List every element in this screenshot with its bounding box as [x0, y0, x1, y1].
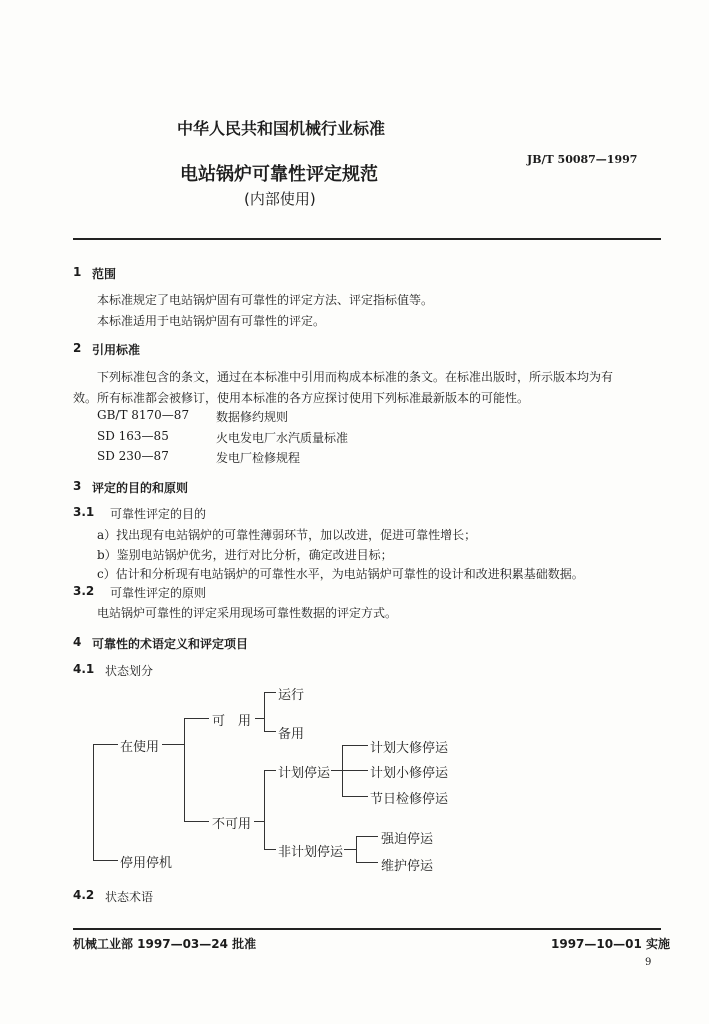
doc-title: 电站锅炉可靠性评定规范: [180, 164, 378, 185]
subsection-heading: 可靠性评定的目的: [110, 507, 207, 521]
node-running: 运行: [278, 688, 305, 703]
ref-name: 发电厂检修规程: [216, 451, 301, 465]
list-item: b）鉴别电站锅炉优劣，进行对比分析，确定改进目标；: [97, 548, 393, 562]
tree-connector: [93, 860, 118, 861]
list-item: c）估计和分析现有电站锅炉的可靠性水平，为电站锅炉可靠性的设计和改进积累基础数据。: [97, 567, 584, 581]
node-minor-overhaul: 计划小修停运: [370, 766, 449, 781]
node-planned: 计划停运: [278, 766, 331, 781]
footer-rule: [73, 928, 661, 930]
tree-connector: [264, 770, 276, 771]
standard-code: JB/T 50087—1997: [527, 153, 638, 166]
tree-connector: [342, 770, 368, 771]
tree-connector: [93, 744, 118, 745]
subsection-heading: 可靠性评定的原则: [110, 586, 207, 600]
tree-connector: [184, 821, 209, 822]
section-number: 1: [73, 265, 82, 279]
issuing-org: 中华人民共和国机械行业标准: [177, 119, 386, 138]
section-number: 4: [73, 635, 82, 649]
tree-connector: [344, 849, 356, 850]
section-number: 3: [73, 479, 82, 493]
subsection-number: 3.2: [73, 584, 95, 598]
tree-connector: [254, 821, 264, 822]
page-number: 9: [645, 957, 652, 968]
tree-connector: [255, 718, 264, 719]
list-item: a）找出现有电站锅炉的可靠性薄弱环节，加以改进，促进可靠性增长；: [97, 528, 477, 542]
ref-code: SD 163—85: [97, 429, 169, 443]
tree-connector: [342, 745, 368, 746]
tree-connector: [264, 849, 276, 850]
node-retired: 停用停机: [120, 856, 173, 871]
node-major-overhaul: 计划大修停运: [370, 741, 449, 756]
ref-name: 数据修约规则: [216, 410, 289, 424]
effective-date: 1997—10—01 实施: [551, 937, 670, 951]
node-unavailable: 不可用: [212, 817, 252, 832]
tree-connector: [264, 692, 276, 693]
doc-subtitle: (内部使用): [244, 190, 316, 208]
header-rule: [73, 238, 661, 240]
tree-connector: [331, 770, 342, 771]
section-heading: 可靠性的术语定义和评定项目: [92, 637, 249, 651]
tree-connector: [264, 692, 265, 732]
paragraph: 电站锅炉可靠性的评定采用现场可靠性数据的评定方式。: [97, 606, 398, 620]
paragraph: 本标准适用于电站锅炉固有可靠性的评定。: [97, 314, 326, 328]
node-holiday-maintenance: 节日检修停运: [370, 792, 449, 807]
node-available: 可 用: [212, 714, 252, 729]
ref-name: 火电发电厂水汽质量标准: [216, 431, 349, 445]
node-unplanned: 非计划停运: [278, 845, 344, 860]
node-in-use: 在使用: [120, 740, 160, 755]
tree-connector: [356, 836, 378, 837]
node-maintenance-outage: 维护停运: [381, 859, 434, 874]
section-heading: 引用标准: [92, 343, 141, 357]
ref-code: GB/T 8170—87: [97, 408, 190, 422]
subsection-number: 3.1: [73, 505, 95, 519]
tree-connector: [162, 744, 184, 745]
tree-connector: [264, 731, 276, 732]
ref-code: SD 230—87: [97, 449, 169, 463]
tree-connector: [93, 744, 94, 861]
tree-connector: [356, 836, 357, 863]
node-forced-outage: 强迫停运: [381, 832, 434, 847]
node-standby: 备用: [278, 727, 305, 742]
tree-connector: [184, 718, 185, 822]
section-number: 2: [73, 341, 82, 355]
approval-date: 机械工业部 1997—03—24 批准: [73, 937, 257, 951]
paragraph: 本标准规定了电站锅炉固有可靠性的评定方法、评定指标值等。: [97, 293, 434, 307]
tree-connector: [342, 796, 368, 797]
tree-connector: [184, 718, 209, 719]
subsection-heading: 状态术语: [105, 890, 154, 904]
tree-connector: [356, 862, 378, 863]
subsection-number: 4.2: [73, 888, 95, 902]
section-heading: 范围: [92, 267, 117, 281]
paragraph: 下列标准包含的条文，通过在本标准中引用而构成本标准的条文。在标准出版时，所示版本均为有: [97, 370, 614, 384]
tree-connector: [264, 770, 265, 850]
section-heading: 评定的目的和原则: [92, 481, 189, 495]
subsection-number: 4.1: [73, 662, 95, 676]
subsection-heading: 状态划分: [105, 664, 154, 678]
paragraph: 效。所有标准都会被修订，使用本标准的各方应探讨使用下列标准最新版本的可能性。: [73, 391, 530, 405]
tree-connector: [342, 745, 343, 797]
